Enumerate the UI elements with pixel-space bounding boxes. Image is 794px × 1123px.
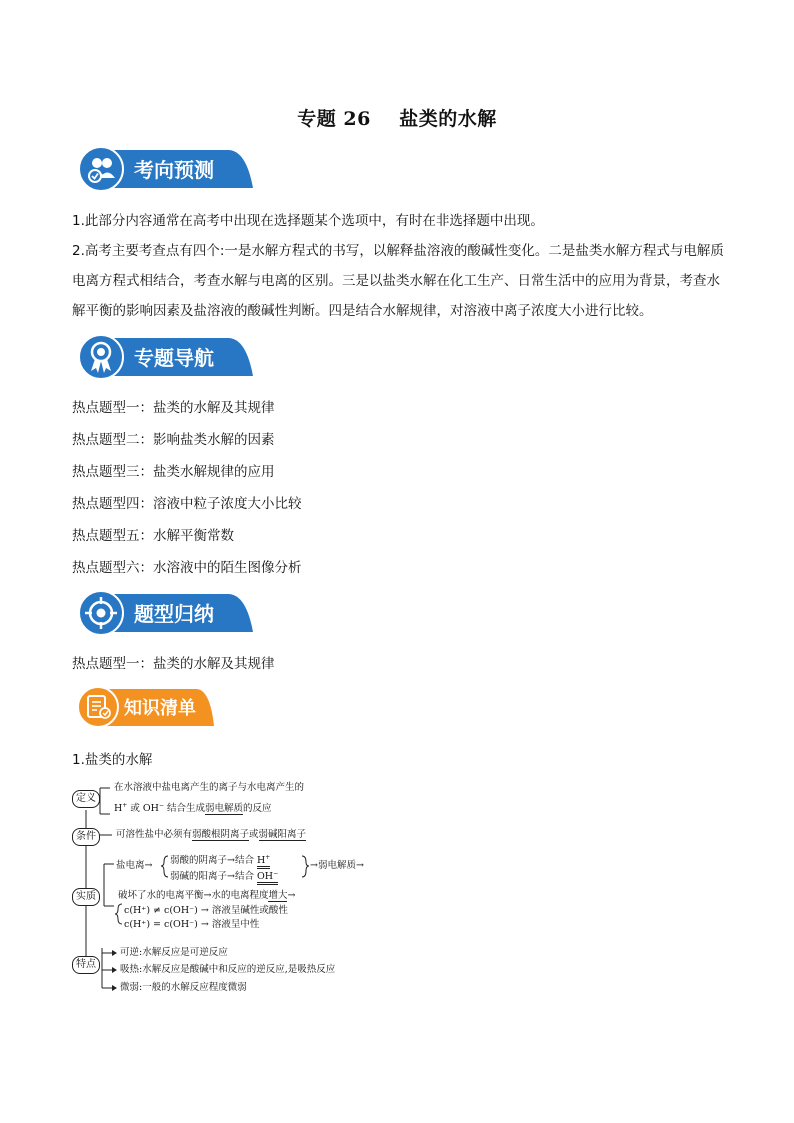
banner-summary (78, 590, 253, 636)
guide-item-1: 热点题型一：盐类的水解及其规律 (72, 400, 275, 416)
target-crosshair-icon (84, 596, 118, 630)
label-condition: 条件 (72, 828, 100, 846)
feature-endothermic: 吸热:水解反应是酸碱中和反应的逆反应,是吸热反应 (120, 964, 336, 975)
guide-item-2: 热点题型二：影响盐类水解的因素 (72, 432, 275, 448)
essence-line-2: 破坏了水的电离平衡→水的电离程度增大→ (118, 890, 296, 901)
condition-line: 可溶性盐中必须有弱酸根阴离子或弱碱阳离子 (116, 829, 307, 840)
guide-item-6: 热点题型六：水溶液中的陌生图像分析 (72, 560, 302, 576)
essence-result: →弱电解质→ (310, 860, 364, 871)
banner-forecast (78, 146, 253, 192)
people-icon (84, 152, 118, 186)
banner-forecast-text: 考向预测 (134, 158, 214, 182)
banner-knowledge (78, 686, 214, 728)
guide-item-5: 热点题型五：水解平衡常数 (72, 528, 234, 544)
label-feature: 特点 (72, 956, 100, 974)
banner-guide-text: 专题导航 (134, 346, 214, 370)
definition-line-2: H+ 或 OH− 结合生成弱电解质的反应 (114, 802, 272, 815)
essence-prefix: 盐电离→ (116, 860, 153, 871)
guide-item-3: 热点题型三：盐类水解规律的应用 (72, 464, 275, 480)
hydrolysis-concept-diagram (70, 778, 400, 998)
feature-weak: 微弱:一般的水解反应程度微弱 (120, 982, 247, 993)
banner-knowledge-text: 知识清单 (124, 698, 196, 719)
essence-row-2: 弱碱的阳离子→结合 OH− (170, 868, 278, 883)
banner-guide (78, 334, 253, 380)
notebook-pen-icon (85, 693, 113, 721)
knowledge-heading: 1.盐类的水解 (72, 752, 153, 768)
forecast-p2: 2.高考主要考查点有四个:一是水解方程式的书写，以解释盐溶液的酸碱性变化。二是盐类水解方程式与电解质电离方程式相结合，考查水解与电离的区别。三是以盐类水解在化工生产、日常生活中的应用为背景，考查水解平衡的影响因素及盐溶液的酸碱性判断。四是结合水解规律，对溶液中离子浓度大小进行比较。 (72, 243, 724, 319)
summary-item: 热点题型一：盐类的水解及其规律 (72, 656, 275, 672)
essence-row-1: 弱酸的阴离子→结合 H+ (170, 852, 270, 867)
page-title: 专题 26 盐类的水解 (297, 108, 497, 130)
definition-line-1: 在水溶液中盐电离产生的离子与水电离产生的 (114, 782, 305, 793)
label-definition: 定义 (72, 790, 100, 808)
essence-case-2: c(H⁺) = c(OH⁻) → 溶液呈中性 (124, 919, 260, 930)
guide-item-4: 热点题型四：溶液中粒子浓度大小比较 (72, 496, 302, 512)
award-medal-icon (86, 340, 116, 374)
feature-reversible: 可逆:水解反应是可逆反应 (120, 947, 228, 958)
forecast-p1: 1.此部分内容通常在高考中出现在选择题某个选项中，有时在非选择题中出现。 (72, 213, 544, 229)
forecast-text (72, 206, 732, 326)
banner-summary-text: 题型归纳 (134, 602, 214, 626)
label-essence: 实质 (72, 888, 100, 906)
essence-case-1: c(H⁺) ≠ c(OH⁻) → 溶液呈碱性或酸性 (124, 905, 288, 916)
